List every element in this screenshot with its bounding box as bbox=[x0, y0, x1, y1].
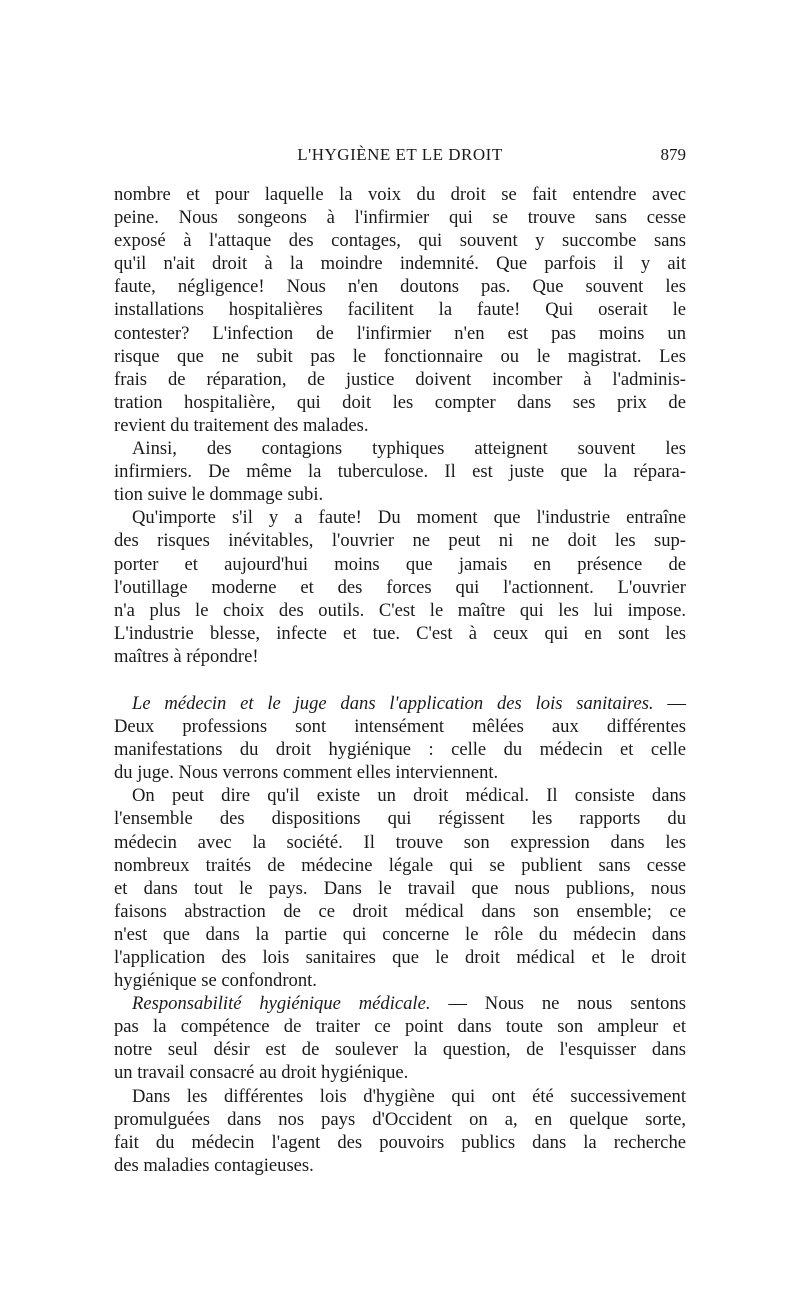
paragraph-droit-medical bbox=[114, 784, 686, 992]
text-line: n'est que dans la partie qui concerne le rôle du médecin dans bbox=[114, 923, 686, 945]
text-line: l'application des lois sanitaires que le droit médical et le droit bbox=[114, 947, 686, 968]
text-line: notre seul désir est de soulever la question, de l'esquisser dans bbox=[114, 1039, 686, 1061]
text-line: maîtres à répondre! bbox=[114, 645, 259, 667]
text-line: et dans tout le pays. Dans le travail que nous publions, nous bbox=[114, 877, 686, 899]
section-medecin-juge bbox=[114, 692, 686, 784]
text-line: promulguées dans nos pays d'Occident on a, en quelque sorte, bbox=[114, 1108, 686, 1130]
text-line: Deux professions sont intensément mêlées aux différentes bbox=[114, 716, 686, 738]
text-line: des maladies contagieuses. bbox=[114, 1154, 314, 1176]
text-line: contester? L'infection de l'infirmier n'en est pas moins un bbox=[114, 322, 686, 344]
text-line: médecin avec la société. Il trouve son expression dans les bbox=[114, 831, 686, 853]
paragraph-3 bbox=[114, 506, 686, 668]
text-line: faisons abstraction de ce droit médical dans son ensemble; ce bbox=[114, 900, 686, 922]
text-line: On peut dire qu'il existe un droit médical. Il consiste dans bbox=[132, 785, 686, 807]
text-line: Ainsi, des contagions typhiques atteignent souvent les bbox=[132, 438, 686, 460]
text-line: exposé à l'attaque des contages, qui souvent y succombe sans bbox=[114, 230, 686, 252]
text-line: fait du médecin l'agent des pouvoirs publics dans la recherche bbox=[114, 1131, 686, 1153]
text-line: manifestations du droit hygiénique : celle du médecin et celle bbox=[114, 739, 686, 761]
text-line: hygiénique se confondront. bbox=[114, 970, 317, 992]
text-line: installations hospitalières facilitent la faute! Qui oserait le bbox=[114, 299, 686, 321]
text-line: Qu'importe s'il y a faute! Du moment que l'industrie entraîne bbox=[132, 507, 686, 529]
text-line: l'ensemble des dispositions qui régissent les rapports du bbox=[114, 808, 686, 830]
section-spacer bbox=[114, 668, 686, 692]
subsection-heading: Responsabilité hygiénique médicale. bbox=[132, 993, 431, 1015]
subsection-heading-line bbox=[114, 992, 686, 1015]
text-line: du juge. Nous verrons comment elles interviennent. bbox=[114, 762, 499, 784]
text-line: l'outillage moderne et des forces qui l'actionnent. L'ouvrier bbox=[114, 576, 686, 598]
text-line: risque que ne subit pas le fonctionnaire ou le magistrat. Les bbox=[114, 345, 686, 367]
text-line: porter et aujourd'hui moins que jamais en présence de bbox=[114, 553, 686, 575]
page-header bbox=[114, 143, 686, 167]
section-heading: Le médecin et le juge dans l'application des lois sanitaires. bbox=[132, 692, 654, 714]
text-line: nombre et pour laquelle la voix du droit se fait entendre avec bbox=[114, 184, 686, 205]
text-line: qu'il n'ait droit à la moindre indemnité. Que parfois il y ait bbox=[114, 253, 686, 275]
text-line: pas la compétence de traiter ce point dans toute son ampleur et bbox=[114, 1016, 686, 1038]
text-line: faute, négligence! Nous n'en doutons pas. Que souvent les bbox=[114, 276, 686, 298]
page-body bbox=[114, 183, 686, 1177]
text-line: infirmiers. De même la tuberculose. Il est juste que la répara- bbox=[114, 461, 686, 483]
running-title: L'HYGIÈNE ET LE DROIT bbox=[297, 145, 503, 164]
text-line: L'industrie blesse, infecte et tue. C'est à ceux qui en sont les bbox=[114, 622, 686, 644]
text-line: revient du traitement des malades. bbox=[114, 414, 369, 436]
text-line: Dans les différentes lois d'hygiène qui ont été successivement bbox=[132, 1085, 686, 1107]
text-line: nombreux traités de médecine légale qui se publient sans cesse bbox=[114, 854, 686, 876]
text-line: tion suive le dommage subi. bbox=[114, 484, 324, 506]
text-line: n'a plus le choix des outils. C'est le maître qui les lui impose. bbox=[114, 599, 686, 621]
text-line: des risques inévitables, l'ouvrier ne peut ni ne doit les sup- bbox=[114, 530, 686, 552]
text-line: un travail consacré au droit hygiénique. bbox=[114, 1062, 409, 1084]
section-heading-line bbox=[114, 692, 686, 715]
text-line: peine. Nous songeons à l'infirmier qui se trouve sans cesse bbox=[114, 207, 686, 229]
paragraph-lois-hygiene bbox=[114, 1085, 686, 1177]
text-line: tration hospitalière, qui doit les compter dans ses prix de bbox=[114, 391, 686, 413]
text-line: frais de réparation, de justice doivent incomber à l'adminis- bbox=[114, 368, 686, 390]
paragraph-1 bbox=[114, 183, 686, 437]
paragraph-2 bbox=[114, 437, 686, 506]
section-heading-dash: — bbox=[653, 692, 686, 714]
subsection-responsabilite bbox=[114, 992, 686, 1084]
page-number: 879 bbox=[660, 145, 686, 164]
subsection-first-line-rest: — Nous ne nous sentons bbox=[430, 993, 686, 1015]
